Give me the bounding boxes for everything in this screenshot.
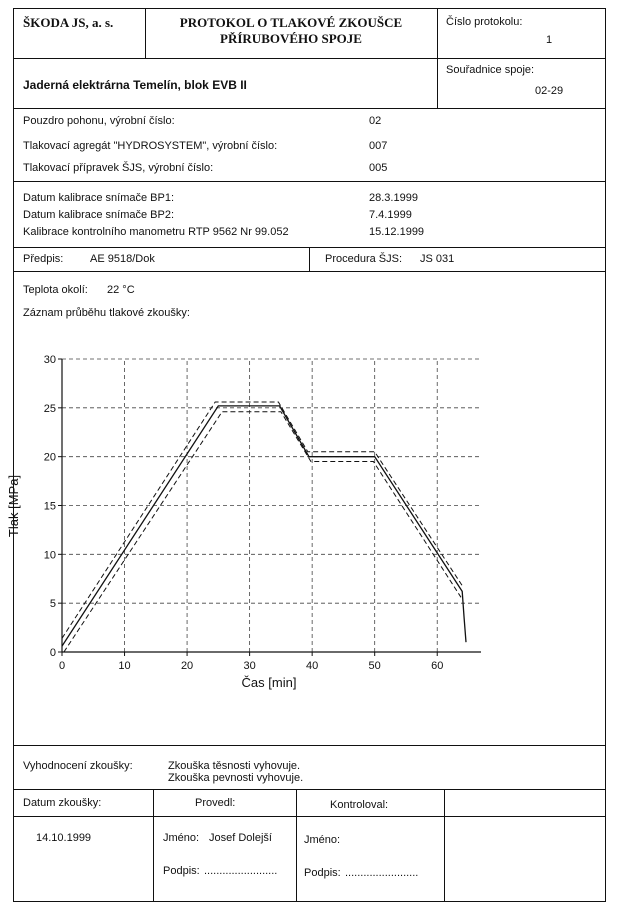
calibration-label: Datum kalibrace snímače BP1:: [23, 192, 175, 204]
tolerance-line: [62, 402, 462, 638]
equipment-label: Tlakovací agregát "HYDROSYSTEM", výrobní číslo:: [23, 140, 278, 152]
record-label: Záznam průběhu tlakové zkoušky:: [23, 307, 190, 319]
company-name: ŠKODA JS, a. s.: [23, 15, 114, 30]
calibration-value: 7.4.1999: [369, 209, 412, 221]
equipment-label: Tlakovací přípravek ŠJS, výrobní číslo:: [23, 162, 214, 174]
chart-x-axis-label: Čas [min]: [241, 675, 297, 690]
chart-y-axis-label: Tlak [MPa]: [6, 474, 21, 538]
procedure-label: Procedura ŠJS:: [325, 253, 403, 265]
checked-name-label: Jméno:: [304, 834, 341, 846]
evaluation-label: Vyhodnocení zkoušky:: [23, 760, 133, 772]
chart-y-tick-label: 30: [43, 354, 56, 366]
regulation-label: Předpis:: [23, 253, 64, 265]
calibration-label: Datum kalibrace snímače BP2:: [23, 209, 175, 221]
performed-name-value: Josef Dolejší: [209, 832, 272, 844]
protocol-number-label: Číslo protokolu:: [446, 16, 523, 28]
chart-x-tick-label: 30: [243, 660, 256, 672]
test-date-value: 14.10.1999: [36, 832, 92, 844]
chart-y-tick-label: 10: [43, 549, 56, 562]
chart-series: [62, 402, 466, 652]
chart-y-tick-label: 20: [43, 451, 56, 464]
chart-grid: [62, 359, 481, 652]
coords-label: Souřadnice spoje:: [446, 64, 535, 76]
pressure-line: [62, 406, 466, 646]
chart-x-tick-label: 50: [368, 660, 381, 672]
tolerance-line: [64, 412, 461, 652]
chart-x-tick-label: 0: [58, 660, 66, 672]
procedure-value: JS 031: [420, 253, 455, 265]
protocol-number-value: 1: [546, 34, 553, 46]
equipment-label: Pouzdro pohonu, výrobní číslo:: [23, 115, 175, 127]
equipment-value: 02: [369, 115, 382, 127]
test-date-label: Datum zkoušky:: [23, 797, 102, 809]
performed-signature-label: Podpis:: [163, 865, 200, 877]
chart-y-tick-label: 25: [43, 402, 56, 415]
checked-signature-label: Podpis:: [304, 867, 341, 879]
calibration-label: Kalibrace kontrolního manometru RTP 9562 Nr 99.052: [23, 226, 289, 238]
chart-x-tick-label: 20: [180, 660, 194, 672]
regulation-value: AE 9518/Dok: [90, 253, 155, 265]
chart-x-tick-label: 60: [431, 660, 444, 672]
protocol-title-line1: PROTOKOL O TLAKOVÉ ZKOUŠCE: [179, 15, 403, 30]
chart-x-tick-label: 10: [118, 660, 131, 672]
evaluation-line: Zkouška pevnosti vyhovuje.: [168, 772, 304, 784]
checked-by-label: Kontroloval:: [330, 799, 389, 811]
plant-name: Jaderná elektrárna Temelín, blok EVB II: [23, 78, 247, 92]
equipment-value: 005: [369, 162, 388, 174]
chart-x-tick-label: 40: [306, 660, 319, 672]
performed-name-label: Jméno:: [163, 832, 200, 844]
checked-signature-line: ........................: [345, 867, 419, 879]
chart-y-tick-label: 5: [49, 598, 56, 611]
ambient-label: Teplota okolí:: [23, 284, 88, 296]
performed-by-label: Provedl:: [195, 797, 236, 809]
performed-signature-line: ........................: [204, 865, 278, 877]
equipment-value: 007: [369, 140, 388, 152]
calibration-value: 28.3.1999: [369, 192, 418, 204]
chart-y-tick-label: 15: [43, 500, 56, 513]
coords-value: 02-29: [535, 85, 564, 97]
ambient-value: 22 °C: [107, 284, 135, 296]
chart-y-tick-label: 0: [49, 647, 56, 659]
evaluation-line: Zkouška těsnosti vyhovuje.: [168, 760, 301, 772]
protocol-title-line2: PŘÍRUBOVÉHO SPOJE: [220, 31, 362, 46]
calibration-value: 15.12.1999: [369, 226, 425, 238]
